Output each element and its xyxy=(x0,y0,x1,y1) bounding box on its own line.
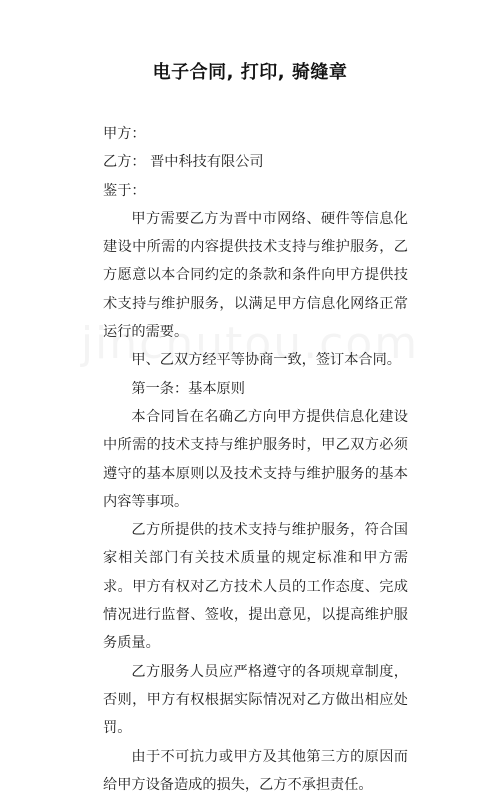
paragraph: 甲方需要乙方为晋中市网络、硬件等信息化建设中所需的内容提供技术支持与维护服务，乙方愿意以本合同约定的条款和条件向甲方提供技术支持与维护服务，以满足甲方信息化网络正常运行的需要。 xyxy=(103,210,408,341)
party-a-line: 甲方： xyxy=(103,126,146,142)
party-b-line: 乙方： 晋中科技有限公司 xyxy=(103,154,264,171)
paragraph: 甲、乙双方经平等协商一致，签订本合同。 xyxy=(131,352,401,369)
document-title: 电子合同, 打印, 骑缝章 xyxy=(152,62,348,83)
paragraph: 本合同旨在名确乙方向甲方提供信息化建设中所需的技术支持与维护服务时，甲乙双方必须遵守的基本原则以及技术支持与维护服务的基本内容等事项。 xyxy=(103,408,408,510)
paragraph: 由于不可抗力或甲方及其他第三方的原因而给甲方设备造成的损失，乙方不承担责任。 xyxy=(103,748,408,793)
paragraph: 乙方所提供的技术支持与维护服务，符合国家相关部门有关技术质量的规定标准和甲方需求。甲方有权对乙方技术人员的工作态度、完成情况进行监督、签收，提出意见，以提高维护服务质量。 xyxy=(103,522,408,652)
section-heading: 第一条：基本原则 xyxy=(131,380,245,397)
document-body xyxy=(103,120,408,799)
paragraph: 乙方服务人员应严格遵守的各项规章制度，否则，甲方有权根据实际情况对乙方做出相应处罚。 xyxy=(103,663,408,737)
whereas-line: 鉴于： xyxy=(103,182,146,199)
